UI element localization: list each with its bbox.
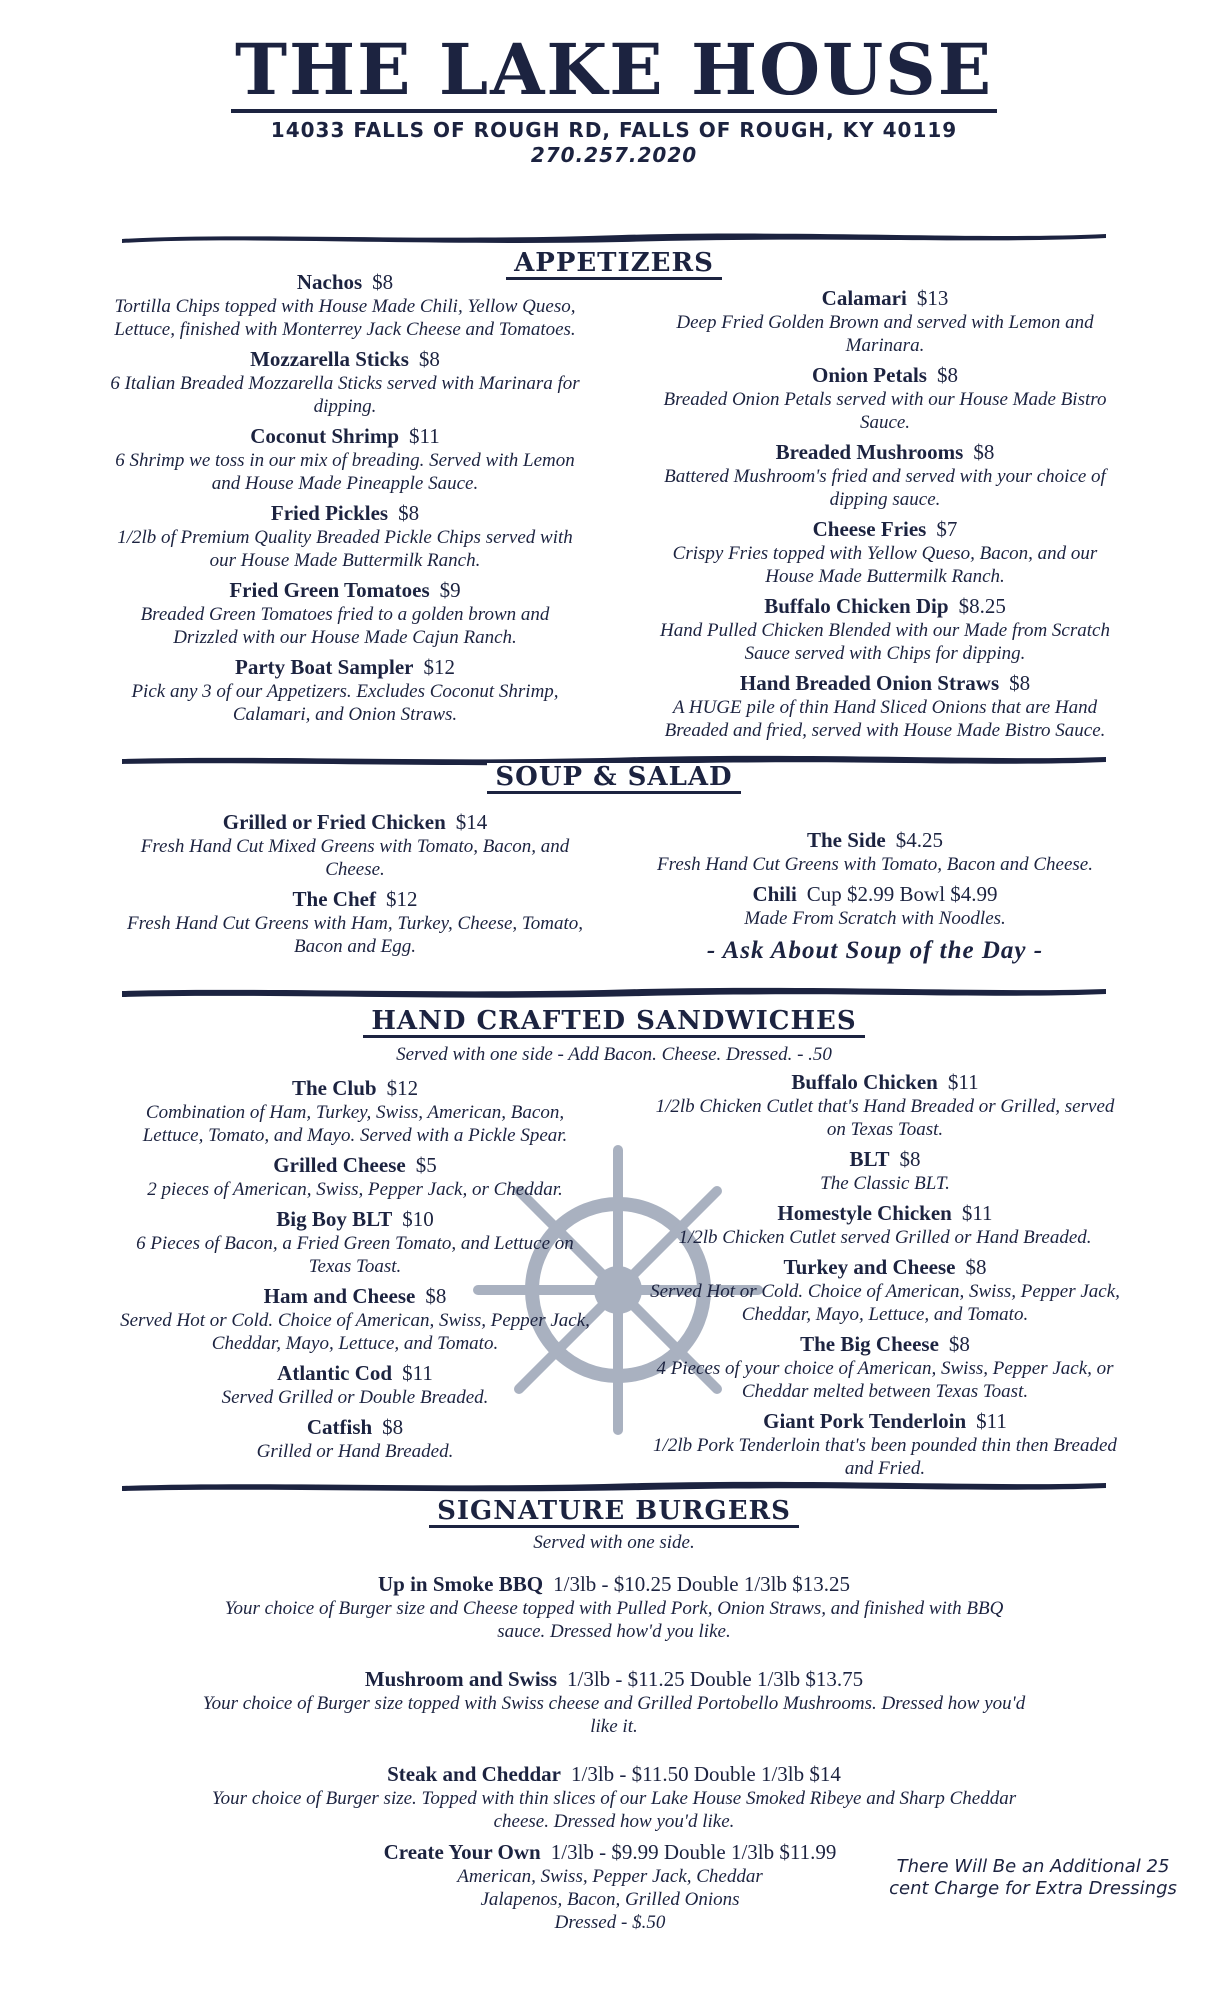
menu-item	[200, 1572, 1028, 1643]
burgers-list	[200, 1572, 1028, 1857]
menu-item	[118, 1153, 592, 1201]
menu-item-price: 1/3lb - $10.25 Double 1/3lb $13.25	[553, 1572, 851, 1596]
menu-item	[638, 882, 1112, 930]
menu-item-description: Fresh Hand Cut Greens with Ham, Turkey, Cheese, Tomato, Bacon and Egg.	[127, 913, 583, 957]
menu-item-name: Homestyle Chicken	[777, 1201, 952, 1225]
menu-item-description: A HUGE pile of thin Hand Sliced Onions that are Hand Breaded and fried, served with House Made Bistro Sauce.	[664, 697, 1106, 741]
menu-item	[118, 1207, 592, 1278]
menu-item-price: $8	[398, 501, 420, 525]
menu-item	[648, 363, 1122, 434]
menu-item-price: $11	[402, 1361, 433, 1385]
menu-item-name: Atlantic Cod	[277, 1361, 393, 1385]
menu-item-description: Combination of Ham, Turkey, Swiss, American, Bacon, Lettuce, Tomato, and Mayo. Served with a Pickle Spear.	[142, 1102, 568, 1146]
menu-item-price: $8	[382, 1415, 404, 1439]
menu-item-price: 1/3lb - $11.25 Double 1/3lb $13.75	[567, 1667, 864, 1691]
menu-item	[118, 810, 592, 881]
menu-item	[648, 1255, 1122, 1326]
menu-item-description: Your choice of Burger size and Cheese topped with Pulled Pork, Onion Straws, and finished with BBQ sauce. Dressed how'd you like.	[224, 1598, 1004, 1642]
menu-item-description: Served Grilled or Double Breaded.	[221, 1387, 489, 1408]
menu-item-name: Giant Pork Tenderloin	[763, 1409, 967, 1433]
menu-item-description: Fresh Hand Cut Mixed Greens with Tomato, Bacon, and Cheese.	[140, 836, 570, 880]
menu-item-description: 6 Italian Breaded Mozzarella Sticks served with Marinara for dipping.	[110, 373, 580, 417]
section-title-sandwiches: HAND CRAFTED SANDWICHES	[0, 1006, 1228, 1038]
menu-item-description: Made From Scratch with Noodles.	[744, 908, 1006, 929]
section-title-burgers: SIGNATURE BURGERS	[0, 1496, 1228, 1528]
extra-dressings-note: There Will Be an Additional 25 cent Charge for Extra Dressings	[889, 1856, 1177, 1899]
menu-item	[648, 594, 1122, 665]
menu-item	[118, 1284, 592, 1355]
menu-item	[648, 1409, 1122, 1480]
menu-item-name: Turkey and Cheese	[783, 1255, 956, 1279]
menu-item-price: $11	[976, 1409, 1007, 1433]
menu-item-description: Your choice of Burger size. Topped with thin slices of our Lake House Smoked Ribeye and Sharp Cheddar cheese. Dressed how you'd like.	[211, 1788, 1017, 1832]
menu-item-price: $11	[409, 424, 440, 448]
menu-item-description: 1/2lb Chicken Cutlet served Grilled or Hand Breaded.	[678, 1227, 1092, 1248]
menu-item-name: Buffalo Chicken	[791, 1070, 938, 1094]
menu-item-description: Breaded Onion Petals served with our House Made Bistro Sauce.	[663, 389, 1107, 433]
restaurant-address: 14033 FALLS OF ROUGH RD, FALLS OF ROUGH, KY 40119	[270, 118, 958, 142]
menu-item	[118, 1076, 592, 1147]
appetizers-right-column	[648, 286, 1122, 748]
menu-item-name: Breaded Mushrooms	[775, 440, 964, 464]
menu-item	[200, 1762, 1028, 1833]
menu-item-name: BLT	[849, 1147, 890, 1171]
menu-item-price: $8	[1009, 671, 1031, 695]
menu-item-description: 2 pieces of American, Swiss, Pepper Jack, or Cheddar.	[147, 1179, 563, 1200]
sandwiches-subtitle: Served with one side - Add Bacon. Cheese. Dressed. - .50	[396, 1044, 832, 1065]
menu-item-price: $12	[386, 1076, 419, 1100]
menu-item-description: 6 Shrimp we toss in our mix of breading. Served with Lemon and House Made Pineapple Sauce.	[115, 450, 575, 494]
menu-item-name: The Side	[806, 828, 886, 852]
menu-item-price: $10	[402, 1207, 434, 1231]
menu-item-name: The Club	[291, 1076, 377, 1100]
sandwiches-left-column	[118, 1076, 592, 1469]
menu-item	[118, 887, 592, 958]
menu-item-description: Grilled or Hand Breaded.	[256, 1441, 454, 1462]
brush-divider	[122, 230, 1106, 246]
menu-item-price: $8	[936, 363, 958, 387]
menu-item-description: 1/2lb Pork Tenderloin that's been pounded thin then Breaded and Fried.	[653, 1435, 1117, 1479]
menu-item-description: Breaded Green Tomatoes fried to a golden brown and Drizzled with our House Made Cajun Ranch.	[140, 604, 550, 648]
menu-item-name: The Chef	[292, 887, 376, 911]
menu-item-name: Calamari	[821, 286, 907, 310]
menu-item	[648, 1201, 1122, 1249]
menu-item-name: Ham and Cheese	[263, 1284, 416, 1308]
menu-item-name: Fried Green Tomatoes	[229, 578, 430, 602]
brush-divider	[122, 985, 1106, 1001]
menu-item-name: Coconut Shrimp	[250, 424, 400, 448]
menu-item-name: Fried Pickles	[270, 501, 389, 525]
menu-item-description: Served Hot or Cold. Choice of American, Swiss, Pepper Jack, Cheddar, Mayo, Lettuce, and Tomato.	[120, 1310, 590, 1354]
menu-item-name: Buffalo Chicken Dip	[764, 594, 949, 618]
menu-item-price: $12	[385, 887, 418, 911]
menu-item-price: $8	[965, 1255, 987, 1279]
menu-item-price: $14	[455, 810, 488, 834]
menu-item-price: 1/3lb - $9.99 Double 1/3lb $11.99	[550, 1840, 837, 1864]
menu-item-name: Mushroom and Swiss	[364, 1667, 558, 1691]
menu-item-description: Hand Pulled Chicken Blended with our Made from Scratch Sauce served with Chips for dipping.	[660, 620, 1110, 664]
menu-item-description: Tortilla Chips topped with House Made Chili, Yellow Queso, Lettuce, finished with Monterrey Jack Cheese and Tomatoes.	[114, 296, 576, 340]
menu-item-description: 6 Pieces of Bacon, a Fried Green Tomato, and Lettuce on Texas Toast.	[136, 1233, 574, 1277]
menu-item-description: Served Hot or Cold. Choice of American, Swiss, Pepper Jack, Cheddar, Mayo, Lettuce, and Tomato.	[650, 1281, 1120, 1325]
menu-item-name: Mozzarella Sticks	[250, 347, 409, 371]
menu-item-price: $11	[961, 1201, 993, 1225]
soup-salad-left-column	[118, 810, 592, 964]
menu-item-name: Create Your Own	[383, 1840, 541, 1864]
menu-item-price: $8	[973, 440, 995, 464]
menu-item	[648, 1332, 1122, 1403]
burgers-subtitle: Served with one side.	[533, 1532, 695, 1553]
menu-item-price: $13	[916, 286, 949, 310]
menu-item-price: Cup $2.99 Bowl $4.99	[806, 882, 998, 906]
menu-item-description: The Classic BLT.	[820, 1173, 950, 1194]
menu-item	[118, 1415, 592, 1463]
menu-item-price: $8.25	[958, 594, 1006, 618]
menu-item-name: Cheese Fries	[812, 517, 927, 541]
menu-item	[648, 1070, 1122, 1141]
menu-item-name: Catfish	[306, 1415, 373, 1439]
restaurant-title: THE LAKE HOUSE	[0, 28, 1228, 113]
menu-item	[648, 671, 1122, 742]
menu-item-name: Chili	[752, 882, 797, 906]
menu-item-description: Crispy Fries topped with Yellow Queso, Bacon, and our House Made Buttermilk Ranch.	[672, 543, 1098, 587]
menu-item-price: 1/3lb - $11.50 Double 1/3lb $14	[571, 1762, 841, 1786]
soup-salad-right-column	[638, 828, 1112, 966]
menu-item-price: $12	[423, 655, 455, 679]
section-title-soup-salad: SOUP & SALAD	[0, 762, 1228, 794]
menu-item	[200, 1667, 1028, 1738]
menu-item-price: $4.25	[895, 828, 944, 852]
menu-item-description: 1/2lb of Premium Quality Breaded Pickle Chips served with our House Made Buttermilk Ranch.	[117, 527, 573, 571]
menu-item-price: $5	[415, 1153, 437, 1177]
menu-item-description: Fresh Hand Cut Greens with Tomato, Bacon and Cheese.	[657, 854, 1093, 875]
menu-item-price: $8	[899, 1147, 921, 1171]
menu-item-name: Hand Breaded Onion Straws	[739, 671, 1000, 695]
menu-item-price: $8	[372, 270, 394, 294]
menu-item-price: $7	[936, 517, 958, 541]
menu-item	[108, 270, 582, 341]
soup-of-day-note: - Ask About Soup of the Day -	[706, 937, 1044, 964]
menu-item-price: $8	[418, 347, 440, 371]
menu-item-name: Steak and Cheddar	[387, 1762, 561, 1786]
menu-item	[108, 347, 582, 418]
menu-item	[648, 440, 1122, 511]
menu-item-name: Onion Petals	[812, 363, 927, 387]
create-your-own-line: Jalapenos, Bacon, Grilled Onions	[480, 1889, 740, 1910]
create-your-own-line: Dressed - $.50	[554, 1912, 666, 1933]
create-your-own	[260, 1840, 960, 1934]
section-title-appetizers: APPETIZERS	[0, 248, 1228, 280]
appetizers-left-column	[108, 270, 582, 732]
menu-item-price: $9	[439, 578, 461, 602]
menu-item	[638, 828, 1112, 876]
menu-item	[648, 286, 1122, 357]
menu-item-description: 4 Pieces of your choice of American, Swiss, Pepper Jack, or Cheddar melted between Texas Toast.	[656, 1358, 1114, 1402]
menu-item	[648, 517, 1122, 588]
menu-item-name: Big Boy BLT	[276, 1207, 393, 1231]
menu-item	[648, 1147, 1122, 1195]
menu-item-description: Deep Fried Golden Brown and served with Lemon and Marinara.	[676, 312, 1094, 356]
menu-item-name: Grilled or Fried Chicken	[222, 810, 446, 834]
menu-item-name: Up in Smoke BBQ	[377, 1572, 544, 1596]
menu-item-name: Party Boat Sampler	[235, 655, 414, 679]
menu-item-price: $11	[947, 1070, 979, 1094]
menu-item	[118, 1361, 592, 1409]
menu-item-description: 1/2lb Chicken Cutlet that's Hand Breaded or Grilled, served on Texas Toast.	[655, 1096, 1115, 1140]
menu-item-name: Nachos	[296, 270, 363, 294]
menu-item-description: Battered Mushroom's fried and served with your choice of dipping sauce.	[664, 466, 1106, 510]
restaurant-phone: 270.257.2020	[530, 143, 698, 167]
menu-item-description: Your choice of Burger size topped with Swiss cheese and Grilled Portobello Mushrooms. Dressed how you'd like it.	[202, 1693, 1026, 1737]
menu-item-price: $8	[425, 1284, 447, 1308]
create-your-own-line: American, Swiss, Pepper Jack, Cheddar	[457, 1866, 763, 1887]
menu-item-name: Grilled Cheese	[273, 1153, 406, 1177]
menu-item	[108, 424, 582, 495]
menu-item	[108, 501, 582, 572]
menu-item	[108, 655, 582, 726]
brush-divider	[122, 1478, 1106, 1494]
sandwiches-right-column	[648, 1070, 1122, 1486]
menu-item	[108, 578, 582, 649]
menu-item-price: $8	[948, 1332, 970, 1356]
menu-item-description: Pick any 3 of our Appetizers. Excludes Coconut Shrimp, Calamari, and Onion Straws.	[131, 681, 559, 725]
menu-item-name: The Big Cheese	[800, 1332, 939, 1356]
